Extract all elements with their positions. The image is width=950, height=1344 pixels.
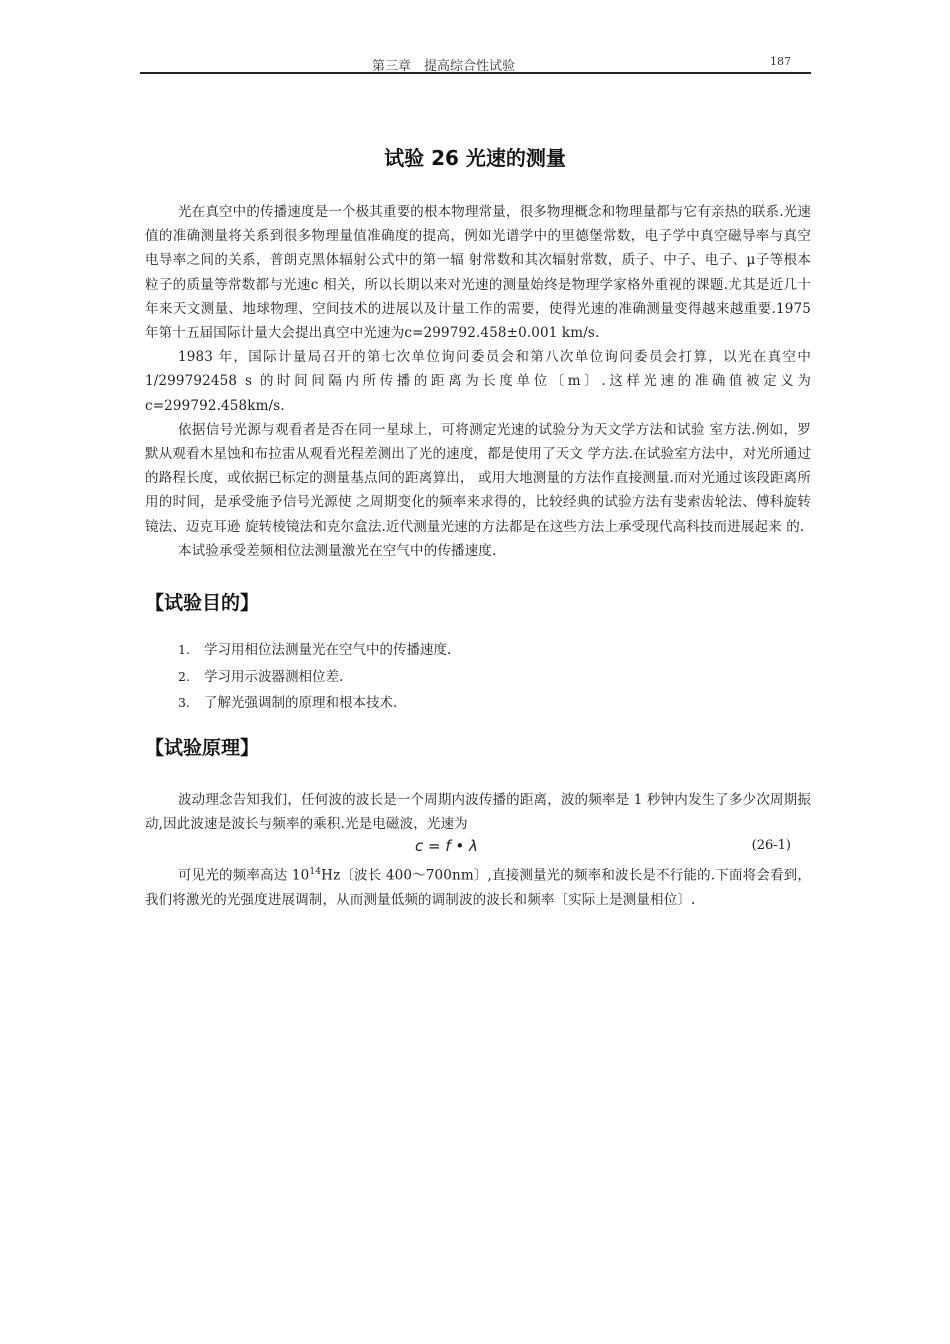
list-item-text: 学习用示波器测相位差.: [204, 668, 344, 685]
purpose-list: [145, 637, 811, 717]
experiment-title: 试验 26 光速的测量: [384, 146, 566, 170]
list-item-number: 2.: [178, 668, 190, 684]
purpose-heading: 【试验目的】: [145, 592, 260, 615]
chapter-title: 第三章 提高综合性试验: [372, 59, 516, 74]
page-number: 187: [770, 55, 791, 68]
formula: c = f • λ: [415, 836, 478, 855]
list-item: [178, 637, 811, 664]
list-item-number: 1.: [178, 642, 190, 658]
formula-row: [145, 836, 811, 860]
principle-heading: 【试验原理】: [145, 736, 260, 759]
principle-text-before: 可见光的频率高达 10: [178, 867, 310, 884]
principle-paragraph-2: [145, 860, 811, 912]
list-item: [178, 664, 811, 691]
page-header: [140, 52, 811, 74]
intro-paragraph-4: 本试验承受差频相位法测量激光在空气中的传播速度.: [178, 542, 497, 559]
intro-paragraph-2: 1983 年，国际计量局召开的第七次单位询问委员会和第八次单位询问委员会打算，以光在真空中 1/299792458 s 的时间间隔内所传播的距离为长度单位〔m〕.这样光速的准确值被定义为c=299792.458km/s.: [145, 349, 811, 414]
document-body: [145, 200, 811, 912]
formula-number: (26-1): [751, 837, 791, 853]
intro-paragraph-1: 光在真空中的传播速度是一个极其重要的根本物理常量，很多物理概念和物理量都与它有亲热的联系.光速值的准确测量将关系到很多物理量值准确度的提高，例如光谱学中的里德堡常数，电子学中真空磁导率与真空电导率之间的关系，普朗克黑体辐射公式中的第一辐 射常数和其次辐射常数，质子、中子、电子、μ子等根本粒子的质量等常数都与光速c 相关，所以长期以来对光速的测量始终是物理学家格外重视的课题.尤其是近几十年来天文测量、地球物理、空间技术的进展以及计量工作的需要，使得光速的准确测量变得越来越重要.1975 年第十五届国际计量大会提出真空中光速为c=299792.458±0.001 km/s.: [145, 204, 811, 342]
list-item-text: 学习用相位法测量光在空气中的传播速度.: [204, 642, 452, 659]
principle-text-after: Hz〔波长 400～700nm〕,直接测量光的频率和波长是不行能的.下面将会看到，我们将激光的光强度进展调制，从而测量低频的调制波的波长和频率〔实际上是测量相位〕.: [145, 867, 811, 908]
list-item-text: 了解光强调制的原理和根本技术.: [204, 695, 398, 712]
exponent: 14: [309, 866, 322, 877]
list-item: [178, 690, 811, 717]
intro-paragraph-3: 依据信号光源与观看者是否在同一星球上，可将测定光速的试验分为天文学方法和试验 室方法.例如，罗默从观看木星蚀和布拉雷从观看光程差测出了光的速度，都是使用了天文 学方法.在试验室方法中，对光所通过的路程长度，或依据已标定的测量基点间的距离算出， 或用大地测量的方法作直接测量.而对光通过该段距离所用的时间，是承受施予信号光源使 之周期变化的频率来求得的，比较经典的试验方法有斐索齿轮法、傅科旋转镜法、迈克耳逊 旋转棱镜法和克尔盒法.近代测量光速的方法都是在这些方法上承受现代高科技而进展起来 的.: [145, 421, 811, 535]
principle-paragraph-1: 波动理念告知我们，任何波的波长是一个周期内波传播的距离，波的频率是 1 秒钟内发生了多少次周期振动,因此波速是波长与频率的乘积.光是电磁波，光速为: [145, 791, 811, 832]
list-item-number: 3.: [178, 695, 190, 711]
